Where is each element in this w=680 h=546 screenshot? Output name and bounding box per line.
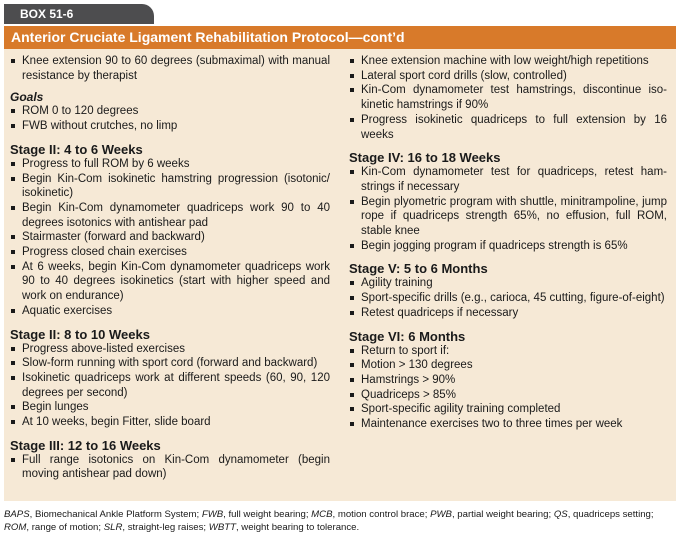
box-label: BOX 51-6: [4, 4, 154, 24]
list-item: Sport-specific agility training completed: [349, 402, 667, 417]
list-item: Knee extension machine with low weight/high repetitions: [349, 54, 667, 69]
stage-ii-8-10-list: [10, 342, 330, 430]
list-item: Begin Kin-Com isokinetic hamstring progression (isotonic/ isokinetic): [10, 172, 330, 201]
list-item: Begin lunges: [10, 400, 330, 415]
list-item: Progress closed chain exercises: [10, 245, 330, 260]
box-title: Anterior Cruciate Ligament Rehabilitation Protocol—cont’d: [4, 26, 676, 49]
list-item: Retest quadriceps if necessary: [349, 306, 667, 321]
right-column: [349, 54, 667, 432]
list-item: Progress to full ROM by 6 weeks: [10, 157, 330, 172]
footnote-abbr: PWB: [430, 509, 452, 520]
footnote-abbr: FWB: [201, 509, 224, 520]
list-item: Kin-Com dynamometer test hamstrings, discontinue iso- kinetic hamstrings if 90%: [349, 83, 667, 112]
list-item: Full range isotonics on Kin-Com dynamometer (begin moving antishear pad down): [10, 453, 330, 482]
list-item: Isokinetic quadriceps work at different speeds (60, 90, 120 degrees per second): [10, 371, 330, 400]
stage-v-heading: Stage V: 5 to 6 Months: [349, 261, 488, 277]
list-item: Aquatic exercises: [10, 304, 330, 319]
list-item: At 6 weeks, begin Kin-Com dynamometer quadriceps work 90 to 40 degrees isokinetics (start with higher speed and work on endurance): [10, 260, 330, 304]
goals-list: [10, 104, 330, 133]
footnote-definition: , range of motion;: [26, 522, 104, 533]
stage-iv-heading: Stage IV: 16 to 18 Weeks: [349, 150, 501, 166]
footnote-definition: , motion control brace;: [332, 509, 431, 520]
list-item: Begin jogging program if quadriceps strength is 65%: [349, 239, 667, 254]
goals-heading: Goals: [10, 90, 44, 105]
list-item: FWB without crutches, no limp: [10, 119, 330, 134]
list-item: Slow-form running with sport cord (forward and backward): [10, 356, 330, 371]
list-item: Quadriceps > 85%: [349, 388, 667, 403]
list-item: Stairmaster (forward and backward): [10, 230, 330, 245]
abbreviations-footnote: [4, 508, 674, 534]
list-item: Begin Kin-Com dynamometer quadriceps work 90 to 40 degrees isotonics with antishear pad: [10, 201, 330, 230]
list-item: Agility training: [349, 276, 667, 291]
stage-ii-4-6-heading: Stage II: 4 to 6 Weeks: [10, 141, 143, 157]
list-item: Progress above-listed exercises: [10, 342, 330, 357]
list-item: Motion > 130 degrees: [349, 358, 667, 373]
stage-ii-4-6-list: [10, 157, 330, 319]
footnote-definition: , partial weight bearing;: [451, 509, 554, 520]
footnote-abbr: SLR: [103, 522, 123, 533]
footnote-definition: , quadriceps setting;: [567, 509, 654, 520]
list-item: Kin-Com dynamometer test for quadriceps, retest ham- strings if necessary: [349, 165, 667, 194]
list-item: ROM 0 to 120 degrees: [10, 104, 330, 119]
list-item: At 10 weeks, begin Fitter, slide board: [10, 415, 330, 430]
list-item: Lateral sport cord drills (slow, controlled): [349, 69, 667, 84]
right-intro-list: [349, 54, 667, 142]
footnote-abbr: QS: [553, 509, 568, 520]
list-item: Hamstrings > 90%: [349, 373, 667, 388]
stage-v-list: [349, 276, 667, 320]
footnote-definition: , Biomechanical Ankle Platform System;: [29, 509, 202, 520]
left-column: [10, 54, 330, 482]
stage-iv-list: [349, 165, 667, 253]
left-intro-list: [10, 54, 330, 83]
footnote-abbr: MCB: [311, 509, 333, 520]
footnote-abbr: BAPS: [4, 509, 30, 520]
list-item: Knee extension 90 to 60 degrees (submaximal) with manual resistance by therapist: [10, 54, 330, 83]
list-item: Begin plyometric program with shuttle, minitrampoline, jump rope if quadriceps strength 65%, no effusion, full ROM, stable knee: [349, 195, 667, 239]
footnote-definition: , straight-leg raises;: [122, 522, 209, 533]
stage-iii-list: [10, 453, 330, 482]
list-item: Return to sport if:: [349, 344, 667, 359]
list-item: Maintenance exercises two to three times per week: [349, 417, 667, 432]
footnote-abbr: WBTT: [208, 522, 236, 533]
stage-vi-list: [349, 344, 667, 432]
list-item: Sport-specific drills (e.g., carioca, 45 cutting, figure-of-eight): [349, 291, 667, 306]
stage-ii-8-10-heading: Stage II: 8 to 10 Weeks: [10, 326, 150, 342]
footnote-definition: , weight bearing to tolerance.: [235, 522, 360, 533]
footnote-definition: , full weight bearing;: [223, 509, 312, 520]
stage-iii-heading: Stage III: 12 to 16 Weeks: [10, 437, 161, 453]
stage-vi-heading: Stage VI: 6 Months: [349, 328, 466, 344]
footnote-abbr: ROM: [4, 522, 27, 533]
protocol-panel: [4, 49, 676, 501]
list-item: Progress isokinetic quadriceps to full extension by 16 weeks: [349, 113, 667, 142]
